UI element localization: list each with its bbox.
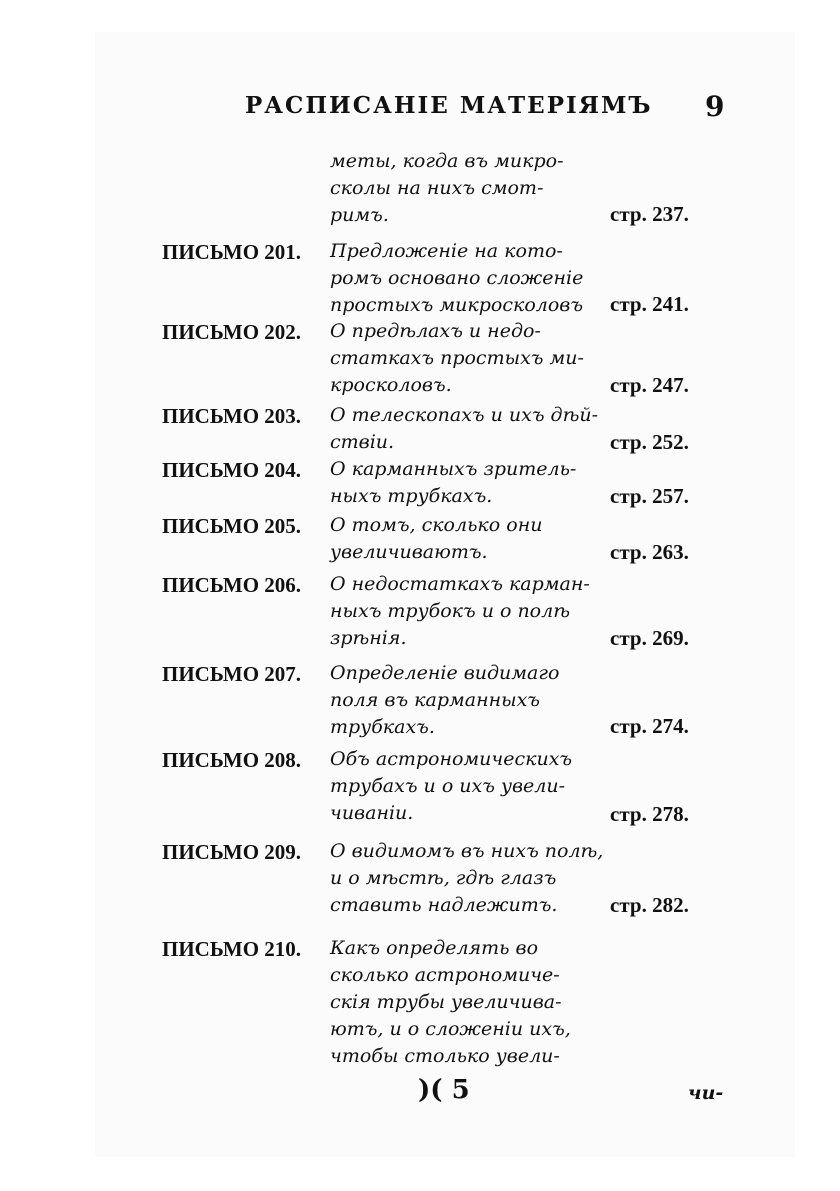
letter-label: ПИСЬМО 205. (162, 514, 302, 538)
letter-label: ПИСЬМО 209. (162, 840, 302, 864)
letter-description (330, 935, 620, 1070)
description-line: меты, когда въ микро- (330, 150, 564, 172)
letter-label: ПИСЬМО 206. (162, 573, 302, 597)
letter-label: ПИСЬМО 201. (162, 240, 302, 264)
page-reference: стр. 269. (610, 626, 689, 650)
description-line: увеличиваютъ. (330, 541, 488, 563)
description-line: ствіи. (330, 431, 395, 453)
page-reference: стр. 274. (610, 714, 689, 738)
description-line: О карманныхъ зритель- (330, 458, 577, 480)
page-reference: стр. 252. (610, 430, 689, 454)
letter-label: ПИСЬМО 203. (162, 404, 302, 428)
description-line: О томъ, сколько они (330, 514, 543, 536)
description-line: кросколовъ. (330, 374, 452, 396)
description-line: О телескопахъ и ихъ дѣй- (330, 404, 599, 426)
page-number: 9 (705, 90, 725, 123)
description-line: Какъ определять во (330, 937, 539, 959)
letter-description (330, 660, 620, 741)
letter-description (330, 318, 620, 399)
description-line: простыхъ микросколовъ (330, 294, 584, 316)
page-reference: стр. 278. (610, 802, 689, 826)
continuation-description (330, 148, 620, 229)
description-line: трубкахъ. (330, 716, 435, 738)
description-line: скія трубы увеличива- (330, 991, 562, 1013)
description-line: римъ. (330, 204, 389, 226)
description-line: трубахъ и о ихъ увели- (330, 775, 566, 797)
letter-label: ПИСЬМО 204. (162, 458, 302, 482)
letter-description (330, 512, 620, 566)
description-line: О видимомъ въ нихъ полѣ, (330, 840, 604, 862)
letter-description (330, 571, 620, 652)
letter-description (330, 402, 620, 456)
letter-description (330, 238, 620, 319)
page-reference: стр. 241. (610, 292, 689, 316)
running-header: РАСПИСАНІЕ МАТЕРІЯМЪ (245, 92, 653, 119)
description-line: чтобы столько увели- (330, 1045, 560, 1067)
catchword: чи- (688, 1082, 724, 1104)
page-reference: стр. 263. (610, 540, 689, 564)
description-line: сколько астрономиче- (330, 964, 560, 986)
description-line: ставить надлежитъ. (330, 894, 558, 916)
description-line: Объ астрономическихъ (330, 748, 573, 770)
letter-label: ПИСЬМО 210. (162, 937, 302, 961)
page-reference: стр. 237. (610, 202, 689, 226)
description-line: ныхъ трубкахъ. (330, 485, 493, 507)
description-line: зрѣнія. (330, 627, 407, 649)
letter-description (330, 746, 620, 827)
page-reference: стр. 282. (610, 893, 689, 917)
description-line: статкахъ простыхъ ми- (330, 347, 584, 369)
description-line: чиваніи. (330, 802, 414, 824)
letter-label: ПИСЬМО 208. (162, 748, 302, 772)
description-line: ныхъ трубокъ и о полѣ (330, 600, 570, 622)
letter-description (330, 838, 620, 919)
description-line: О предѣлахъ и недо- (330, 320, 541, 342)
description-line: и о мѣстѣ, гдѣ глазъ (330, 867, 557, 889)
signature-mark: )( 5 (418, 1075, 470, 1105)
page-reference: стр. 247. (610, 373, 689, 397)
letter-description (330, 456, 620, 510)
description-line: О недостаткахъ карман- (330, 573, 590, 595)
description-line: ютъ, и о сложеніи ихъ, (330, 1018, 571, 1040)
letter-label: ПИСЬМО 202. (162, 320, 302, 344)
description-line: Предложеніе на кото- (330, 240, 563, 262)
description-line: поля въ карманныхъ (330, 689, 540, 711)
description-line: ромъ основано сложеніе (330, 267, 584, 289)
description-line: сколы на нихъ смот- (330, 177, 544, 199)
description-line: Определеніе видимаго (330, 662, 560, 684)
letter-label: ПИСЬМО 207. (162, 662, 302, 686)
page-reference: стр. 257. (610, 484, 689, 508)
